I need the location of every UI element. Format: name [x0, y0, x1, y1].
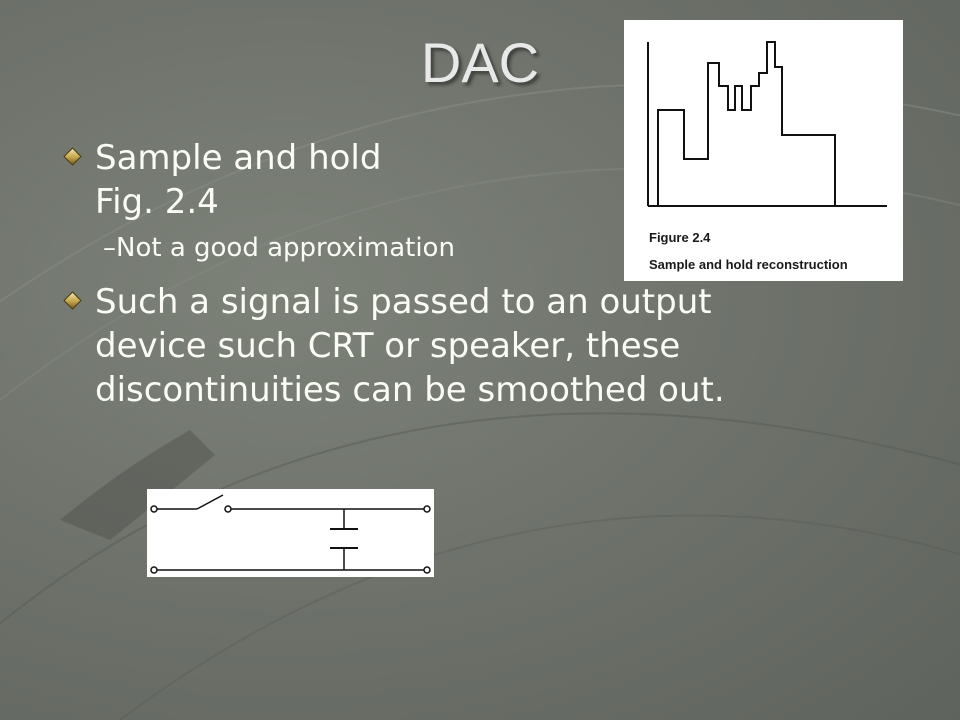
reconstruction-staircase	[658, 42, 835, 206]
input-terminal-top	[151, 506, 157, 512]
output-terminal-top	[424, 506, 430, 512]
switch-contact	[225, 506, 231, 512]
bullet-line: discontinuities can be smoothed out.	[95, 370, 725, 410]
sub-bullet: –Not a good approximation	[103, 233, 455, 263]
switch-icon	[197, 495, 223, 509]
input-terminal-bottom	[151, 567, 157, 573]
bullet-line: Fig. 2.4	[95, 182, 219, 222]
slide-title: DAC	[420, 31, 540, 94]
bullet-line: Sample and hold	[95, 138, 382, 178]
bullet-line: device such CRT or speaker, these	[95, 326, 681, 366]
output-terminal-bottom	[424, 567, 430, 573]
bullet-line: Such a signal is passed to an output	[95, 282, 712, 322]
figure-number: Figure 2.4	[649, 230, 711, 245]
bullet-sample-and-hold	[95, 136, 495, 224]
figure-caption: Sample and hold reconstruction	[649, 257, 848, 272]
bullet-signal-output	[95, 280, 815, 412]
sample-hold-circuit	[147, 489, 434, 577]
figure-sample-and-hold	[624, 20, 903, 281]
